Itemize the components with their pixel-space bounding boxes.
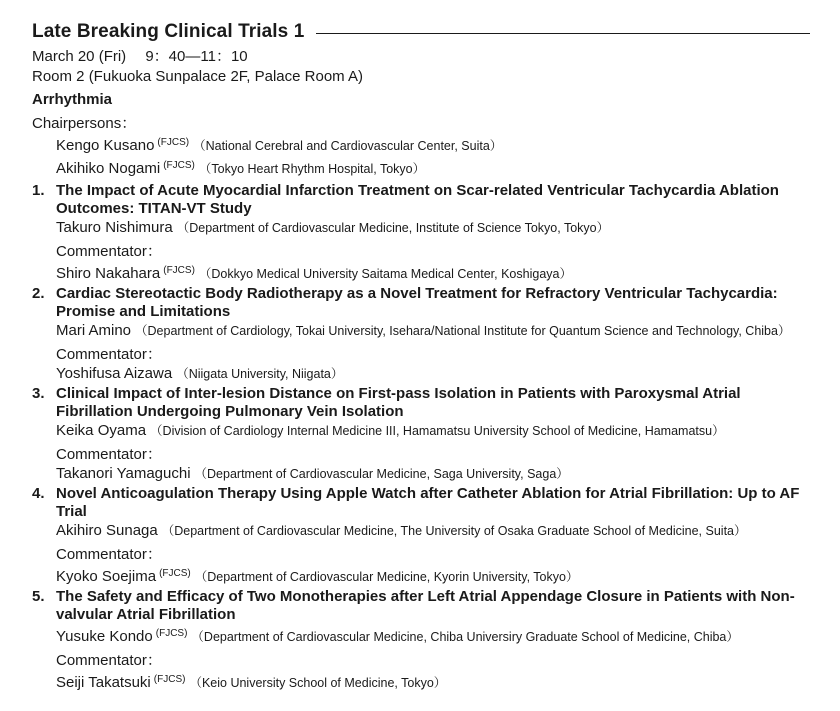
presenter — [56, 218, 810, 237]
commentator-label: Commentator： — [56, 546, 162, 563]
presentation-title: Cardiac Stereotactic Body Radiotherapy as a Novel Treatment for Refractory Ventricular Tachycardia: Promise and Limitations — [56, 285, 778, 320]
chairpersons-block — [32, 115, 810, 179]
fjcs-badge: (FJCS) — [153, 674, 186, 685]
presenter-affiliation: （Department of Cardiovascular Medicine, Institute of Science Tokyo, Tokyo） — [176, 221, 610, 235]
chairperson-name: Akihiko Nogami — [56, 160, 161, 177]
commentator-name: Takanori Yamaguchi — [56, 465, 191, 482]
presentation-title: Clinical Impact of Inter-lesion Distance on First-pass Isolation in Patients with Paroxysmal Atrial Fibrillation Undergoing Pulmonary Vein Isolation — [56, 385, 741, 420]
presenter — [56, 421, 810, 440]
presenter-name: Takuro Nishimura — [56, 219, 173, 236]
presenter — [56, 521, 810, 540]
presenter — [56, 321, 810, 340]
commentator-name: Yoshifusa Aizawa — [56, 365, 173, 382]
chairperson — [56, 156, 810, 179]
presenter-name: Keika Oyama — [56, 422, 147, 439]
presentation-item — [32, 485, 810, 587]
item-number: 4. — [32, 485, 45, 502]
presentation-item — [32, 385, 810, 484]
presenter — [56, 624, 810, 646]
commentator-affiliation: （Department of Cardiovascular Medicine, Kyorin University, Tokyo） — [194, 570, 579, 584]
commentator-name: Seiji Takatsuki — [56, 674, 151, 691]
commentator-affiliation: （Department of Cardiovascular Medicine, Saga University, Saga） — [194, 467, 569, 481]
fjcs-badge: (FJCS) — [159, 568, 191, 579]
presentation-item — [32, 182, 810, 284]
fjcs-badge: (FJCS) — [157, 137, 190, 148]
commentator-affiliation: （Dokkyo Medical University Saitama Medical Center, Koshigaya） — [198, 267, 572, 281]
item-number: 5. — [32, 588, 45, 605]
commentator — [56, 364, 810, 384]
session-room: Room 2 (Fukuoka Sunpalace 2F, Palace Room A) — [32, 68, 364, 85]
presentation-title: The Impact of Acute Myocardial Infarction Treatment on Scar-related Ventricular Tachycardia Ablation Outcomes: TITAN-VT Study — [56, 182, 779, 217]
item-number: 3. — [32, 385, 45, 402]
commentator-name: Kyoko Soejima — [56, 568, 157, 585]
presenter-name: Mari Amino — [56, 322, 132, 339]
presentation-item — [32, 588, 810, 693]
chairperson — [56, 133, 810, 156]
commentator-label: Commentator： — [56, 446, 162, 463]
commentator-label: Commentator： — [56, 243, 162, 260]
presenter-affiliation: （Division of Cardiology Internal Medicine III, Hamamatsu University School of Medicine, Hamamatsu） — [150, 424, 725, 438]
item-number: 1. — [32, 182, 45, 199]
presentation-title: Novel Anticoagulation Therapy Using Apple Watch after Catheter Ablation for Atrial Fibrillation: Up to AF Trial — [56, 485, 800, 520]
commentator — [56, 564, 810, 587]
fjcs-badge: (FJCS) — [163, 265, 195, 276]
presenter-name: Akihiro Sunaga — [56, 522, 158, 539]
commentator-label: Commentator： — [56, 652, 162, 669]
presentation-list — [32, 182, 810, 693]
presenter-affiliation: （Department of Cardiovascular Medicine, The University of Osaka Graduate School of Medicine, Suita） — [161, 524, 747, 538]
chairperson-affiliation: （Tokyo Heart Rhythm Hospital, Tokyo） — [198, 162, 426, 176]
commentator — [56, 670, 810, 693]
commentator-name: Shiro Nakahara — [56, 265, 161, 282]
session-title: Late Breaking Clinical Trials 1 — [32, 21, 305, 42]
commentator-label: Commentator： — [56, 346, 162, 363]
presenter-name: Yusuke Kondo — [56, 628, 153, 645]
title-divider — [316, 33, 810, 34]
commentator — [56, 464, 810, 484]
presentation-item — [32, 285, 810, 384]
commentator-affiliation: （Keio University School of Medicine, Tokyo） — [189, 676, 447, 690]
session-topic: Arrhythmia — [32, 91, 113, 108]
presenter-affiliation: （Department of Cardiovascular Medicine, Chiba Universiry Graduate School of Medicine, Chiba） — [191, 630, 739, 644]
presenter-affiliation: （Department of Cardiology, Tokai University, Isehara/National Institute for Quantum Science and Technology, Chiba） — [135, 324, 791, 338]
chairperson-name: Kengo Kusano — [56, 137, 155, 154]
fjcs-badge: (FJCS) — [155, 628, 188, 639]
presentation-title: The Safety and Efficacy of Two Monotherapies after Left Atrial Appendage Closure in Patients with Non-valvular Atrial Fibrillation — [56, 588, 795, 623]
commentator-affiliation: （Niigata University, Niigata） — [176, 367, 344, 381]
session-datetime: March 20 (Fri) 9：40—11：10 — [32, 48, 248, 65]
chairpersons-label: Chairpersons： — [32, 115, 137, 132]
commentator — [56, 261, 810, 284]
fjcs-badge: (FJCS) — [163, 160, 195, 171]
session-header — [32, 18, 810, 46]
chairperson-affiliation: （National Cerebral and Cardiovascular Center, Suita） — [193, 139, 503, 153]
item-number: 2. — [32, 285, 45, 302]
